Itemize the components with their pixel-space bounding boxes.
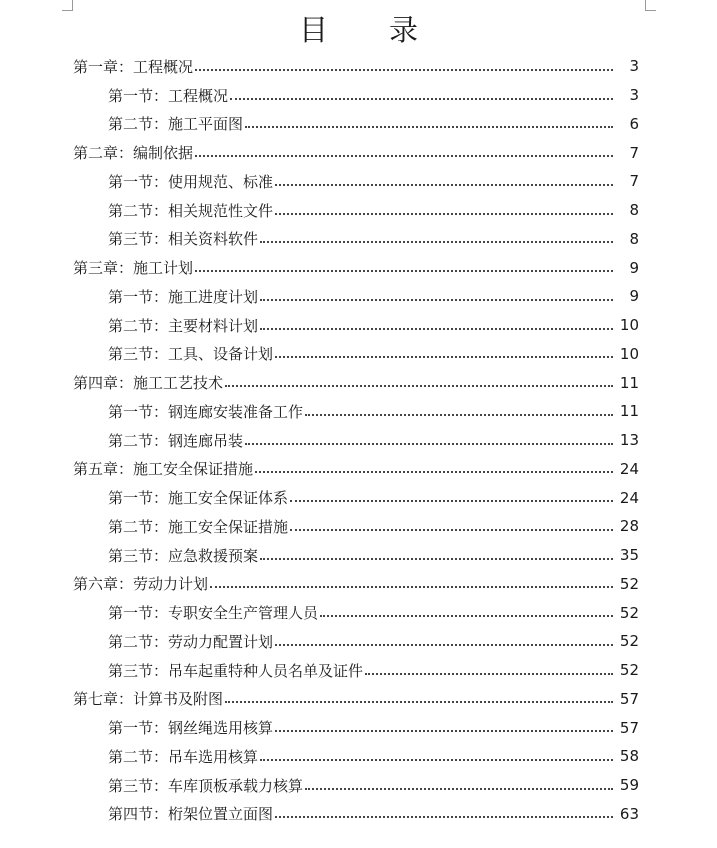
toc-section-entry[interactable] [0, 397, 717, 426]
toc-page-number: 24 [619, 459, 639, 478]
toc-page-number: 52 [619, 574, 639, 593]
toc-page-number: 63 [619, 804, 639, 823]
toc-entry-number: 第二章： [73, 144, 134, 163]
toc-entry-number: 第一节： [108, 604, 169, 623]
toc-section-entry[interactable] [0, 311, 717, 340]
toc-entry-number: 第六章： [73, 575, 134, 594]
toc-page-number: 7 [629, 172, 639, 191]
toc-section-entry[interactable] [0, 340, 717, 369]
dot-leader [260, 284, 613, 301]
toc-page-number: 10 [619, 316, 639, 335]
toc-chapter-entry[interactable] [0, 138, 717, 167]
toc-section-entry[interactable] [0, 225, 717, 254]
toc-page-number: 11 [619, 373, 639, 392]
toc-page-number: 7 [629, 143, 639, 162]
toc-entry-label: 主要材料计划 [168, 316, 259, 335]
toc-entry-label: 吊车选用核算 [168, 747, 259, 766]
toc-page-number: 59 [619, 776, 639, 795]
toc-entry-label: 应急救援预案 [168, 546, 259, 565]
toc-page-number: 52 [619, 661, 639, 680]
toc-section-entry[interactable] [0, 512, 717, 541]
toc-section-entry[interactable] [0, 167, 717, 196]
toc-page-number: 11 [619, 402, 639, 421]
toc-entry-number: 第二节： [108, 115, 169, 134]
toc-entry-label: 钢丝绳选用核算 [168, 719, 274, 738]
toc-entry-label: 工程概况 [168, 86, 229, 105]
toc-section-entry[interactable] [0, 656, 717, 685]
toc-entry-number: 第一节： [108, 172, 169, 191]
toc-entry-number: 第二节： [108, 316, 169, 335]
dot-leader [305, 399, 613, 416]
toc-entry-number: 第二节： [108, 431, 169, 450]
dot-leader [260, 313, 613, 330]
toc-entry-label: 车库顶板承载力核算 [168, 776, 304, 795]
toc-entry-label: 吊车起重特种人员名单及证件 [168, 661, 364, 680]
dot-leader [260, 543, 613, 560]
toc-section-entry[interactable] [0, 713, 717, 742]
toc-section-entry[interactable] [0, 110, 717, 139]
toc-entry-number: 第三节： [108, 546, 169, 565]
toc-entry-label: 工具、设备计划 [168, 345, 274, 364]
toc-chapter-entry[interactable] [0, 685, 717, 714]
dot-leader [225, 686, 613, 703]
toc-entry-label: 相关资料软件 [168, 230, 259, 249]
dot-leader [245, 428, 613, 445]
toc-entry-number: 第一节： [108, 86, 169, 105]
toc-entry-number: 第七章： [73, 690, 134, 709]
toc-entry-label: 施工进度计划 [168, 287, 259, 306]
dot-leader [290, 514, 613, 531]
toc-entry-number: 第一章： [73, 57, 134, 76]
dot-leader [260, 744, 613, 761]
toc-entry-label: 使用规范、标准 [168, 172, 274, 191]
dot-leader [195, 140, 613, 157]
toc-entry-number: 第一节： [108, 287, 169, 306]
toc-page-number: 35 [619, 546, 639, 565]
toc-entry-label: 编制依据 [133, 144, 194, 163]
dot-leader [260, 226, 613, 243]
dot-leader [225, 370, 613, 387]
toc-entry-number: 第三节： [108, 230, 169, 249]
toc-page-number: 13 [619, 431, 639, 450]
toc-section-entry[interactable] [0, 541, 717, 570]
toc-section-entry[interactable] [0, 598, 717, 627]
dot-leader [275, 801, 613, 818]
toc-entry-label: 工程概况 [133, 57, 194, 76]
toc-page-number: 3 [629, 86, 639, 105]
toc-page-number: 24 [619, 488, 639, 507]
dot-leader [320, 600, 613, 617]
dot-leader [230, 83, 613, 100]
toc-entry-number: 第一节： [108, 489, 169, 508]
dot-leader [305, 773, 613, 790]
toc-entry-label: 桁架位置立面图 [168, 805, 274, 824]
dot-leader [275, 629, 613, 646]
toc-page-number: 52 [619, 632, 639, 651]
dot-leader [195, 54, 613, 71]
toc-entry-number: 第一节： [108, 719, 169, 738]
toc-chapter-entry[interactable] [0, 455, 717, 484]
toc-page-number: 8 [629, 229, 639, 248]
dot-leader [245, 111, 613, 128]
dot-leader [210, 571, 613, 588]
toc-section-entry[interactable] [0, 81, 717, 110]
toc-entry-number: 第四章： [73, 374, 134, 393]
toc-page-number: 52 [619, 603, 639, 622]
toc-entry-label: 施工安全保证措施 [133, 460, 254, 479]
toc-page-number: 58 [619, 747, 639, 766]
toc-entry-number: 第三节： [108, 776, 169, 795]
toc-section-entry[interactable] [0, 800, 717, 829]
toc-page-number: 9 [629, 258, 639, 277]
toc-entry-number: 第二节： [108, 747, 169, 766]
toc-section-entry[interactable] [0, 771, 717, 800]
toc-entry-label: 施工工艺技术 [133, 374, 224, 393]
toc-entry-number: 第三节： [108, 345, 169, 364]
toc-section-entry[interactable] [0, 742, 717, 771]
toc-entry-label: 施工安全保证体系 [168, 489, 289, 508]
toc-entry-number: 第四节： [108, 805, 169, 824]
dot-leader [290, 485, 613, 502]
toc-entry-label: 相关规范性文件 [168, 201, 274, 220]
toc-entry-label: 施工平面图 [168, 115, 244, 134]
toc-page-number: 57 [619, 718, 639, 737]
toc-entry-number: 第一节： [108, 402, 169, 421]
dot-leader [195, 255, 613, 272]
toc-chapter-entry[interactable] [0, 52, 717, 81]
dot-leader [275, 198, 613, 215]
toc-chapter-entry[interactable] [0, 368, 717, 397]
toc-entry-label: 劳动力计划 [133, 575, 209, 594]
toc-page-number: 57 [619, 689, 639, 708]
toc-entry-label: 劳动力配置计划 [168, 632, 274, 651]
toc-entry-number: 第五章： [73, 460, 134, 479]
dot-leader [275, 715, 613, 732]
toc-section-entry[interactable] [0, 196, 717, 225]
toc-page-number: 6 [629, 114, 639, 133]
toc-chapter-entry[interactable] [0, 570, 717, 599]
toc-page-number: 8 [629, 201, 639, 220]
toc-section-entry[interactable] [0, 426, 717, 455]
dot-leader [275, 169, 613, 186]
dot-leader [255, 456, 613, 473]
table-of-contents [0, 52, 717, 828]
toc-entry-label: 钢连廊安装准备工作 [168, 402, 304, 421]
toc-entry-number: 第二节： [108, 201, 169, 220]
toc-section-entry[interactable] [0, 627, 717, 656]
toc-entry-number: 第三节： [108, 661, 169, 680]
toc-entry-number: 第二节： [108, 517, 169, 536]
toc-entry-label: 钢连廊吊装 [168, 431, 244, 450]
toc-section-entry[interactable] [0, 282, 717, 311]
toc-entry-number: 第二节： [108, 632, 169, 651]
toc-entry-label: 专职安全生产管理人员 [168, 604, 319, 623]
toc-page-number: 10 [619, 344, 639, 363]
toc-entry-label: 计算书及附图 [133, 690, 224, 709]
dot-leader [365, 658, 613, 675]
toc-page-number: 28 [619, 517, 639, 536]
toc-chapter-entry[interactable] [0, 253, 717, 282]
toc-section-entry[interactable] [0, 483, 717, 512]
toc-page-number: 9 [629, 287, 639, 306]
page-title: 目 录 [298, 13, 434, 47]
toc-entry-number: 第三章： [73, 259, 134, 278]
dot-leader [275, 341, 613, 358]
toc-page-number: 3 [629, 57, 639, 76]
toc-entry-label: 施工计划 [133, 259, 194, 278]
toc-entry-label: 施工安全保证措施 [168, 517, 289, 536]
